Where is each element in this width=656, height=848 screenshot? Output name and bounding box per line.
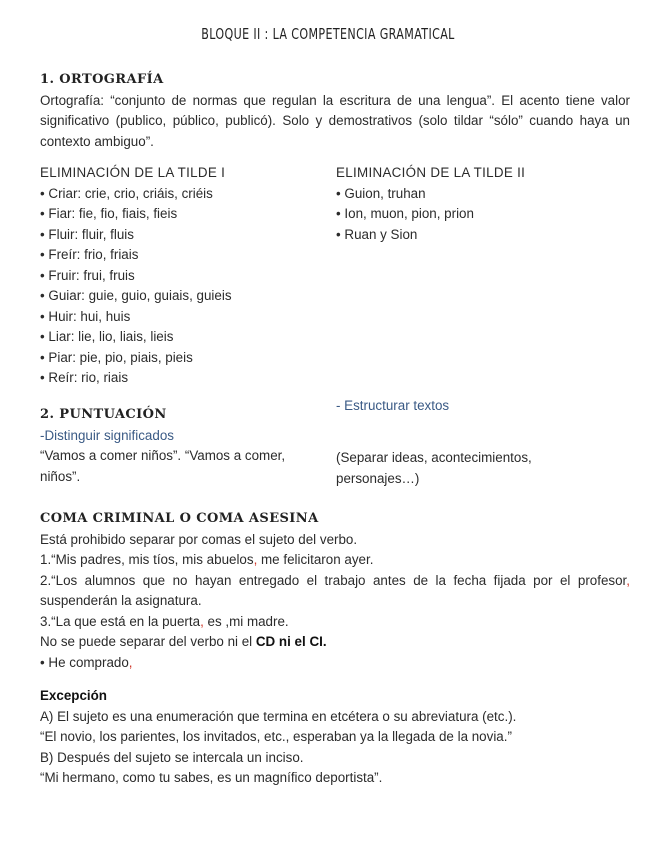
tilde-i-heading: ELIMINACIÓN DE LA TILDE I	[40, 165, 226, 180]
excepcion-a: A) El sujeto es una enumeración que termina en etcétera o su abreviatura (etc.).	[40, 708, 517, 724]
excepcion-section	[40, 686, 630, 789]
tilde-ii-heading: ELIMINACIÓN DE LA TILDE II	[336, 165, 526, 180]
list-item: • Ion, muon, pion, prion	[336, 206, 474, 221]
list-item: • Fluir: fluir, fluis	[40, 226, 134, 242]
coma-intro: Está prohibido separar por comas el sujeto del verbo.	[40, 531, 358, 547]
list-item: • Guiar: guie, guio, guiais, guieis	[40, 288, 232, 303]
puntuacion-section	[40, 405, 320, 487]
coma-criminal-heading: COMA CRIMINAL O COMA ASESINA	[40, 511, 319, 526]
coma-rule: No se puede separar del verbo ni el CD ni el CI.	[40, 634, 327, 649]
excepcion-b-example: “Mi hermano, como tu sabes, es un magnífico deportista”.	[40, 770, 383, 785]
list-item: • Fiar: fie, fio, fiais, fieis	[40, 206, 178, 221]
list-item: • Reír: rio, riais	[40, 370, 129, 385]
puntuacion-example-1: “Vamos a comer niños”. “Vamos a comer, niños”.	[40, 448, 286, 484]
tilde-i-list	[40, 184, 320, 389]
page-title: BLOQUE II : LA COMPETENCIA GRAMATICAL	[201, 25, 455, 43]
excepcion-b: B) Después del sujeto se intercala un inciso.	[40, 749, 304, 765]
excepcion-a-example: “El novio, los parientes, los invitados, etc., esperaban ya la llegada de la novia.”	[40, 729, 512, 744]
ortografia-heading: 1. ORTOGRAFÍA	[40, 72, 164, 87]
coma-example-1: 1.“Mis padres, mis tíos, mis abuelos, me felicitaron ayer.	[40, 552, 374, 567]
list-item: • Guion, truhan	[336, 185, 426, 201]
estructurar-textos-subheading: - Estructurar textos	[336, 398, 450, 413]
coma-criminal-section	[40, 509, 630, 673]
list-item: • Ruan y Sion	[336, 226, 418, 242]
tilde-ii-section	[336, 163, 626, 245]
ortografia-section	[40, 70, 630, 152]
puntuacion-example-2: (Separar ideas, acontecimientos, personajes…)	[336, 449, 532, 486]
tilde-i-section	[40, 163, 320, 389]
list-item: • Piar: pie, pio, piais, pieis	[40, 349, 193, 365]
excepcion-heading: Excepción	[40, 688, 107, 703]
puntuacion-heading: 2. PUNTUACIÓN	[40, 407, 167, 422]
ortografia-text: Ortografía: “conjunto de normas que regulan la escritura de una lengua”. El acento tiene valor significativo (publico, público, publicó). Solo y demostrativos (solo tildar “sólo” cuando haya un contexto ambiguo”.	[40, 92, 630, 149]
list-item: • Fruir: frui, fruis	[40, 267, 135, 283]
coma-example-2: 2.“Los alumnos que no hayan entregado el trabajo antes de la fecha fijada por el profesor, suspenderán la asignatura.	[40, 572, 630, 608]
list-item: • Freír: frio, friais	[40, 247, 139, 262]
coma-example-4: • He comprado,	[40, 654, 133, 670]
list-item: • Criar: crie, crio, criáis, criéis	[40, 185, 213, 201]
list-item: • Huir: hui, huis	[40, 308, 131, 324]
estructurar-section	[336, 396, 576, 489]
distinguir-significados-subheading: -Distinguir significados	[40, 427, 174, 443]
list-item: • Liar: lie, lio, liais, lieis	[40, 329, 174, 344]
coma-example-3: 3.“La que está en la puerta, es ,mi madre.	[40, 613, 289, 629]
tilde-ii-list	[336, 184, 626, 246]
